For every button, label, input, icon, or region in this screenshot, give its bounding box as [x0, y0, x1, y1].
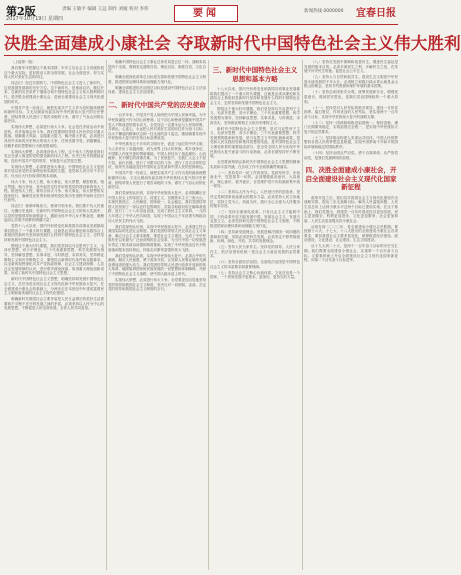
article-paragraph: 中国共产党一经成立，就把实现共产主义作为党的最高理想和最终目标，义无反顾肩负起实现中华民族伟大复兴的历史使命，团结带领人民进行了艰苦卓绝的斗争，谱写了气吞山河的壮丽史诗。: [4, 105, 104, 124]
article-paragraph: （十二）坚持一国两制和推进祖国统一。保持香港、澳门长期繁荣稳定，实现祖国完全统一，是实现中华民族伟大复兴的必然要求。: [304, 120, 398, 134]
section-heading: 三、新时代中国特色社会主义思想和基本方略: [212, 66, 298, 83]
section-heading: 四、决胜全面建成小康社会，开启全面建设社会主义现代化国家新征程: [305, 166, 397, 192]
article-paragraph: 明确新时代我国社会主要矛盾是人民日益增长的美好生活需要和不平衡不充分的发展之间的矛盾，必须坚持以人民为中心的发展思想，不断促进人的全面发展、全体人民共同富裕。: [4, 297, 104, 311]
article-paragraph: （九）坚持人与自然和谐共生。建设生态文明是中华民族永续发展的千年大计。必须树立和践行绿水青山就是金山银山的理念，坚持节约资源和保护环境的基本国策。: [304, 75, 398, 89]
article-paragraph: 明确中国特色社会主义事业总体布局是五位一体、战略布局是四个全面，强调坚定道路自信、理论自信、制度自信、文化自信。: [108, 60, 206, 74]
article-paragraph: （六）坚持全面依法治国。全面依法治国是中国特色社会主义的本质要求和重要保障。: [210, 260, 300, 269]
article-paragraph: 伟大斗争，伟大工程，伟大事业，伟大梦想，紧密联系、相互贯通、相互作用，其中起决定性作用的是党的建设新的伟大工程。推进伟大工程，要结合伟大斗争、伟大事业、伟大梦想的实践来进行，确保党在世界形势深刻变化的历史进程中始终走在时代前列。: [4, 179, 104, 203]
page-headline: 决胜全面建成小康社会 夺取新时代中国特色社会主义伟大胜利: [4, 34, 461, 53]
article-paragraph: 实现伟大梦想，必须建设伟大工程。这个伟大工程就是我们党正在深入推进的党的建设新的伟大工程。历史已经并将继续证明，没有中国共产党的领导，民族复兴必然是空想。: [4, 149, 104, 163]
article-paragraph: 实现伟大梦想，必须推进伟大事业。中国特色社会主义是改革开放以来党的全部理论和实践的主题，是党和人民历尽千辛万苦、付出巨大代价取得的根本成就。: [4, 164, 104, 178]
section-label-box: [174, 5, 238, 22]
article-paragraph: 改革开放之后，我们党对我国社会主义现代化建设作出战略安排，提出三步走战略目标。解决人民温饱问题、人民生活总体上达到小康水平这两个目标已提前实现。在这个基础上，我们党提出，到建党一百年时建成经济更加发展、民主更加健全、科教更加进步、文化更加繁荣、社会更加和谐、人民生活更加殷实的小康社会。: [304, 195, 398, 223]
article-column-4: [304, 60, 398, 572]
article-paragraph: （上接第一版）: [11, 60, 36, 64]
column-divider: [302, 60, 303, 570]
article-column-3: [210, 60, 300, 572]
column-divider: [208, 60, 209, 570]
article-paragraph: 我们党深刻认识到，实现中华民族伟大复兴，必须合乎时代潮流、顺应人民意愿，勇于改革开放，让党和人民事业始终充满奋勇前进的强大动力。我们党团结带领人民进行改革开放新的伟大革命，破除阻碍国家和民族发展的一切思想和体制障碍，开辟了中国特色社会主义道路，使中国大踏步赶上时代。: [108, 253, 206, 276]
article-paragraph: 明确全面深化改革总目标是完善和发展中国特色社会主义制度、推进国家治理体系和治理能力现代化。: [108, 75, 206, 84]
article-paragraph: （八）坚持在发展中保障和改善民生。增进民生福祉是发展的根本目的。必须多谋民生之利、多解民生之忧，在发展中补齐民生短板、促进社会公平正义。: [304, 60, 398, 74]
article-paragraph: 新时代中国特色社会主义思想，明确坚持和发展中国特色社会主义，总任务是实现社会主义现代化和中华民族伟大复兴，在全面建成小康社会的基础上，分两步走在本世纪中叶建成富强民主文明和谐美丽的社会主义现代化强国。: [4, 277, 104, 296]
article-paragraph: 从现在到二〇二〇年，是全面建成小康社会决胜期。要按照十六大、十七大、十八大提出的全面建成小康社会各项要求，紧扣我国社会主要矛盾变化，统筹推进经济建设、政治建设、文化建设、社会建设、生态文明建设。: [304, 224, 398, 243]
page-number: 第2版: [6, 5, 36, 18]
article-paragraph: （四）坚持新发展理念。发展是解决我国一切问题的基础和关键，发展必须是科学发展，必须坚定不移贯彻创新、协调、绿色、开放、共享的发展理念。: [210, 229, 300, 244]
article-paragraph: 党的十八大以来，国内外形势变化和我国各项事业发展都给我们提出了一个重大时代课题，这就是必须从理论和实践结合上系统回答新时代坚持和发展什么样的中国特色社会主义、怎样坚持和发展中国特色社会主义。: [4, 224, 104, 242]
article-paragraph: 实现伟大梦想，必须进行伟大斗争。全党要更加自觉地坚持党的领导和我国社会主义制度，坚决反对一切削弱、歪曲、否定党的领导和我国社会主义制度的言行。: [108, 277, 206, 292]
section-label: 要闻: [193, 8, 219, 19]
masthead: [4, 2, 398, 25]
headline-divider: [4, 55, 398, 56]
article-column-1: [4, 60, 104, 572]
news-hotline: 新闻热线 0000000: [304, 9, 344, 14]
article-paragraph: （二）坚持以人民为中心。人民是历史的创造者，是决定党和国家前途命运的根本力量。必须坚持人民主体地位，坚持立党为公、执政为民，践行全心全意为人民服务的根本宗旨。: [210, 190, 300, 209]
newspaper-logo: 宜春日报: [356, 8, 396, 19]
article-paragraph: （七）坚持社会主义核心价值体系。文化自信是一个国家、一个民族发展中更基本、更深沉、更持久的力量。: [210, 270, 300, 280]
article-paragraph: 同志们！使命呼唤担当，使命引领未来。我们要不负人民重托、无愧历史选择，在新时代中国特色社会主义的伟大实践中，以党的坚强领导和顽强奋斗，激励全体中华儿女不断奋进，凝聚起同心共筑中国梦的磅礴力量！: [4, 204, 104, 223]
article-paragraph: 一百多年来，中国共产党人始终把为中国人民谋幸福、为中华民族谋复兴作为初心和使命。这个初心和使命是激励中国共产党人不断前进的根本动力。全党同志一定要永远与人民同呼吸、共命运、心连心，永远把人民对美好生活的向往作为奋斗目标，以永不懈怠的精神状态和一往无前的奋斗姿态，继续朝着实现中华民族伟大复兴的宏伟目标奋勇前进。: [108, 113, 206, 141]
section-heading: 二、新时代中国共产党的历史使命: [108, 100, 206, 109]
article-paragraph: 中华民族有五千多年的文明历史，创造了灿烂的中华文明，为人类作出了卓越贡献，成为世界上伟大的民族。鸦片战争后，中国陷入内忧外患的黑暗境地，中国人民经历了战乱频仍、山河破碎、民不聊生的深重苦难。为了民族复兴，无数仁人志士不屈不挠、前仆后继，进行了可歌可泣的斗争，进行了各式各样的尝试，但终究未能改变旧中国的社会性质和中国人民的悲惨命运。: [108, 142, 206, 170]
article-paragraph: 中国共产党一经成立，就把实现共产主义作为党的最高理想和最终目标，义无反顾肩负起实现中华民族伟大复兴的历史使命，团结带领人民进行了艰苦卓绝的斗争，谱写了气吞山河的壮丽史诗。: [108, 171, 206, 190]
article-paragraph: 我们要牢牢把握这个基本国情，牢牢立足社会主义初级阶段这个最大实际，更好推动人的全面发展、社会全面进步，努力实现人民对美好生活的向往。: [4, 65, 104, 80]
article-paragraph: 我们党深刻认识到，实现中华民族伟大复兴，必须推翻压在中国人民头上的帝国主义、封建主义、官僚资本主义三座大山，实现民族独立、人民解放、国家统一、社会稳定。我们党团结带领人民找到了一条以农村包围城市、武装夺取政权的正确革命道路，进行了二十八年浴血奋战，完成了新民主主义革命，一九四九年建立了中华人民共和国，实现了中国从几千年封建专制政治向人民民主的伟大飞跃。: [108, 191, 206, 223]
column-divider: [106, 60, 107, 570]
article-paragraph: （五）坚持人民当家作主。坚持党的领导、人民当家作主、依法治国有机统一是社会主义政治发展的必然要求。: [210, 245, 300, 259]
article-paragraph: 明确全面推进依法治国总目标是建设中国特色社会主义法治体系、建设社会主义法治国家。: [108, 85, 206, 95]
article-paragraph: 实现伟大梦想，必须进行伟大斗争。社会是在矛盾运动中前进的，有矛盾就会有斗争。我们党要团结带领人民有效应对重大挑战、抵御重大风险、克服重大阻力、解决重大矛盾，必须进行具有许多新的历史特点的伟大斗争，任何贪图享受、消极懈怠、回避矛盾的思想和行为都是错误的。: [4, 125, 104, 148]
article-paragraph: 全党要深刻领会新时代中国特色社会主义思想的精神实质和丰富内涵，在各项工作中全面准确贯彻落实。: [210, 160, 300, 169]
article-paragraph: 从十九大到二十大，是两个一百年奋斗目标的历史交汇期。我们既要全面建成小康社会、实现第一个百年奋斗目标，又要乘势而上开启全面建设社会主义现代化国家新征程，向第二个百年奋斗目标进军。: [304, 244, 398, 263]
article-paragraph: （十）坚持总体国家安全观。统筹发展和安全，增强忧患意识，做到居安思危，是我们党治国理政的一个重大原则。: [304, 90, 398, 104]
article-paragraph: （十四）坚持全面从严治党。勇于自我革命，从严管党治党，是我们党最鲜明的品格。: [304, 151, 398, 160]
editor-credits: 责编 王敏平 编辑 王远 制作 刘媛 校对 李伟: [62, 7, 149, 12]
article-paragraph: （十三）坚持推动构建人类命运共同体。中国人民的梦想同各国人民的梦想息息相通，实现中国梦离不开和平的国际环境和稳定的国际秩序。: [304, 135, 398, 150]
article-paragraph: （十一）坚持党对人民军队的绝对领导。建设一支听党指挥、能打胜仗、作风优良的人民军队，是实现两个一百年奋斗目标、实现中华民族伟大复兴的战略支撑。: [304, 105, 398, 119]
article-paragraph: 同志们！经过长期努力，中国特色社会主义进入了新时代，这是我国发展新的历史方位。这个新时代，是承前启后、继往开来、在新的历史条件下继续夺取中国特色社会主义伟大胜利的时代，是决胜全面建成小康社会、进而全面建设社会主义现代化强国的时代。: [4, 81, 104, 104]
article-paragraph: 我们党深刻认识到，实现中华民族伟大复兴，必须建立符合我国实际的先进社会制度。我们党团结带领人民完成社会主义革命，确立社会主义基本制度，推进社会主义建设，完成了中华民族有史以来最为广泛而深刻的社会变革，为当代中国一切发展进步奠定了根本政治前提和制度基础，实现了中华民族由近代不断衰落到根本扭转命运、持续走向繁荣富强的伟大飞跃。: [108, 224, 206, 252]
article-column-2: [108, 60, 206, 572]
article-paragraph: （一）坚持党对一切工作的领导。党政军民学，东西南北中，党是领导一切的。必须增强政治意识、大局意识、核心意识、看齐意识，自觉维护党中央权威和集中统一领导。: [210, 170, 300, 189]
issue-date: 2017年10月19日 星期四: [6, 16, 64, 22]
article-paragraph: 围绕这个重大时代课题，我们党坚持以马克思列宁主义、毛泽东思想、邓小平理论、三个代表重要思想、科学发展观为指导，坚持解放思想、实事求是、与时俱进、求真务实，坚持辩证唯物主义和历史唯物主义。: [210, 106, 300, 125]
article-paragraph: （三）坚持全面深化改革。只有社会主义才能救中国，只有改革开放才能发展中国、发展社会主义、发展马克思主义。必须坚持和完善中国特色社会主义制度，不断推进国家治理体系和治理能力现代化。: [210, 210, 300, 228]
article-paragraph: 十八大以来，国内外形势变化和我国各项事业发展都给我们提出了一个重大时代课题，这就是必须从理论和实践结合上系统回答新时代坚持和发展什么样的中国特色社会主义、怎样坚持和发展中国特色社会主义。: [210, 87, 300, 105]
article-paragraph: 围绕这个重大时代课题，我们党坚持以马克思列宁主义、毛泽东思想、邓小平理论、三个代表重要思想、科学发展观为指导，坚持解放思想、实事求是、与时俱进、求真务实，坚持辩证唯物主义和历史唯物主义，紧密结合新的时代条件和实践要求，以全新的视野深化对共产党执政规律、社会主义建设规律、人类社会发展规律的认识，进行艰辛理论探索，取得重大理论创新成果，形成了新时代中国特色社会主义思想。: [4, 243, 104, 276]
article-paragraph: 新时代中国特色社会主义思想，是对马克思列宁主义、毛泽东思想、邓小平理论、三个代表重要思想、科学发展观的继承和发展，是马克思主义中国化最新成果，是党和人民实践经验和集体智慧的结晶，是中国特色社会主义理论体系的重要组成部分，是全党全国人民为实现中华民族伟大复兴而奋斗的行动指南，必须长期坚持并不断发展。: [210, 126, 300, 159]
